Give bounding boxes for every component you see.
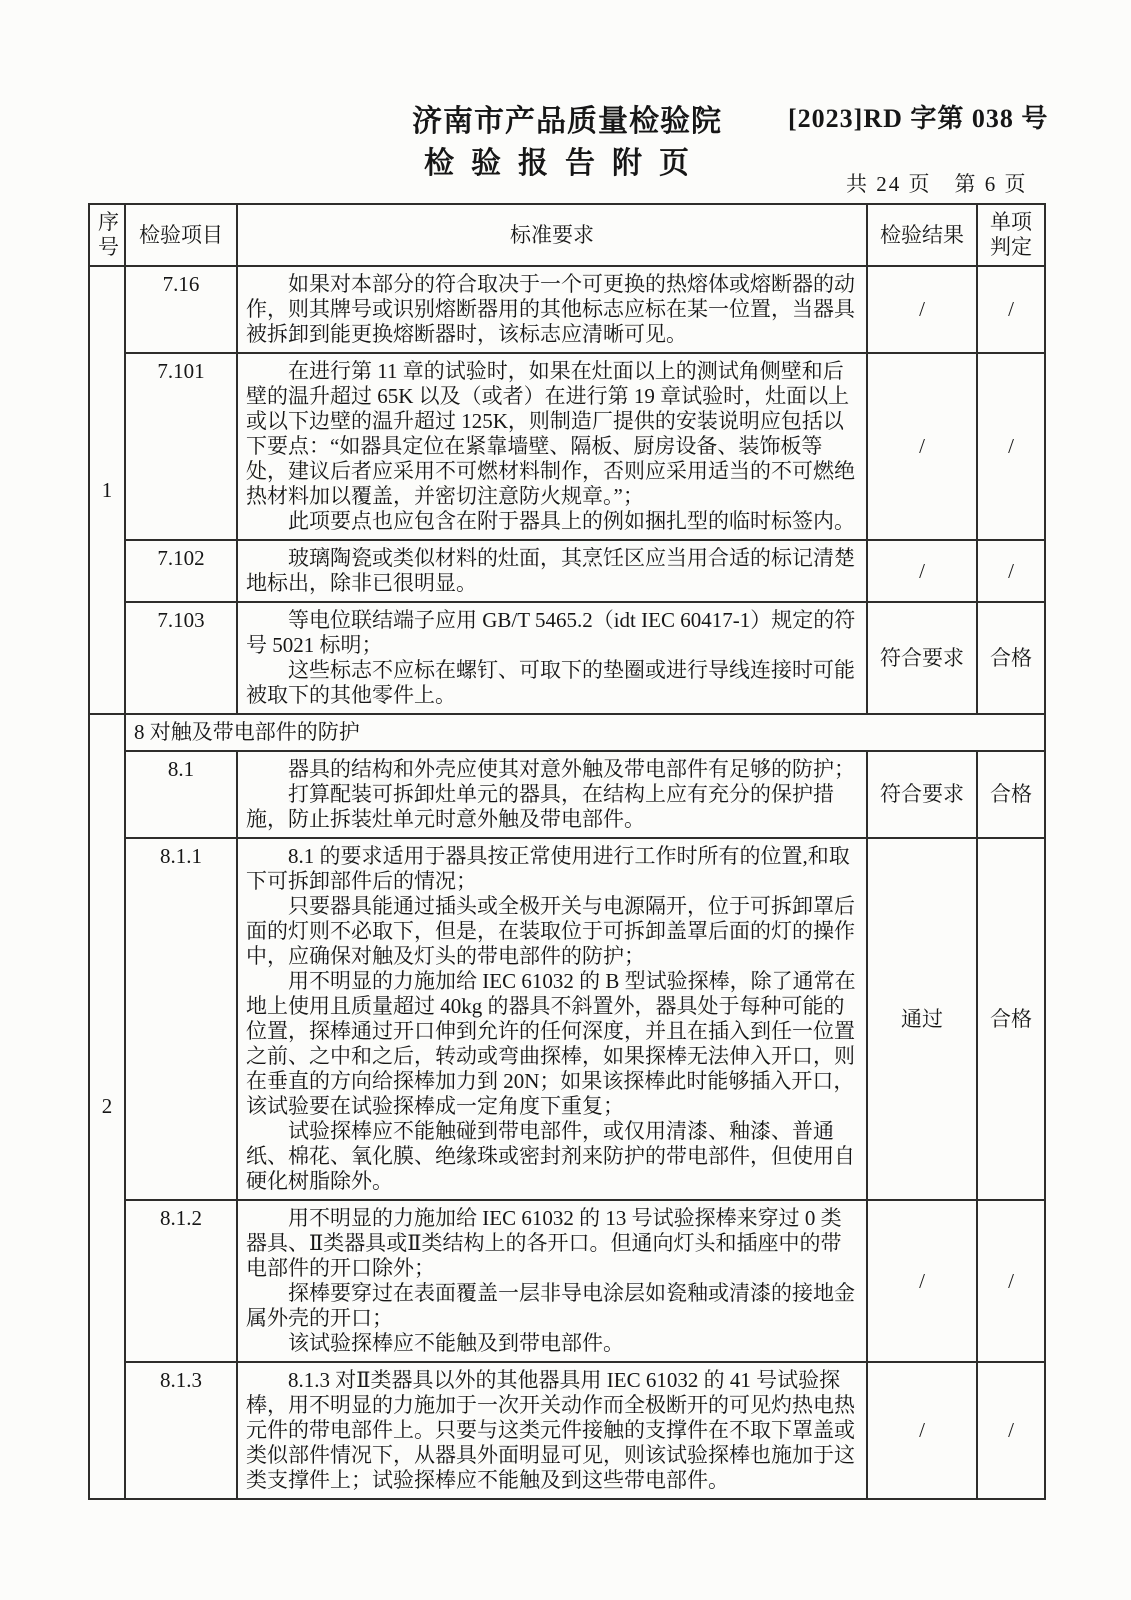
result-cell: /	[867, 540, 977, 602]
item-cell: 8.1.2	[125, 1200, 237, 1362]
table-row	[89, 1200, 1045, 1362]
table-row	[89, 266, 1045, 353]
requirement-paragraph: 在进行第 11 章的试验时，如果在灶面以上的测试角侧壁和后壁的温升超过 65K 以及（或者）在进行第 19 章试验时，灶面以上或以下边壁的温升超过 125K，则制造厂提供的安装说明应包括以下要点：“如器具定位在紧靠墙壁、隔板、厨房设备、装饰板等处，建议后者应采用不可燃材料制作，否则应采用适当的不可燃绝热材料加以覆盖，并密切注意防火规章。”；	[246, 359, 855, 508]
requirement-paragraph: 此项要点也应包含在附于器具上的例如捆扎型的临时标签内。	[288, 509, 855, 533]
requirement-cell	[237, 751, 867, 838]
requirement-cell	[237, 838, 867, 1200]
section-title: 8 对触及带电部件的防护	[125, 714, 1045, 751]
requirement-paragraph: 8.1.3 对Ⅱ类器具以外的其他器具用 IEC 61032 的 41 号试验探棒，用不明显的力施加于一次开关动作而全极断开的可见灼热电热元件的带电部件上。只要与这类元件接触的支撑件在不取下罩盖或类似部件情况下，从器具外面明显可见，则该试验探棒也施加于这类支撑件上；试验探棒应不能触及到这些带电部件。	[246, 1368, 855, 1492]
result-cell: 符合要求	[867, 602, 977, 714]
table-row	[89, 1362, 1045, 1499]
institute-name: 济南市产品质量检验院	[412, 105, 722, 138]
requirement-paragraph: 用不明显的力施加给 IEC 61032 的 13 号试验探棒来穿过 0 类器具、Ⅱ类器具或Ⅱ类结构上的各开口。但通向灯头和插座中的带电部件的开口除外；	[246, 1206, 842, 1280]
item-cell: 8.1	[125, 751, 237, 838]
requirement-paragraph: 只要器具能通过插头或全极开关与电源隔开，位于可拆卸罩后面的灯则不必取下，但是，在装取位于可拆卸盖罩后面的灯的操作中，应确保对触及灯头的带电部件的防护；	[246, 894, 855, 968]
section-header-row	[89, 714, 1045, 751]
item-cell: 7.16	[125, 266, 237, 353]
requirement-cell	[237, 602, 867, 714]
requirement-cell	[237, 1362, 867, 1499]
inspection-table	[88, 203, 1046, 1500]
result-cell: /	[867, 353, 977, 540]
verdict-cell: /	[977, 266, 1045, 353]
table-row	[89, 751, 1045, 838]
requirement-paragraph: 这些标志不应标在螺钉、可取下的垫圈或进行导线连接时可能被取下的其他零件上。	[246, 658, 855, 707]
requirement-paragraph: 8.1 的要求适用于器具按正常使用进行工作时所有的位置,和取下可拆卸部件后的情况；	[246, 844, 850, 893]
seq-cell: 2	[89, 714, 125, 1499]
requirement-paragraph: 等电位联结端子应用 GB/T 5465.2（idt IEC 60417-1）规定的符号 5021 标明；	[246, 608, 856, 657]
item-cell: 7.101	[125, 353, 237, 540]
requirement-paragraph: 如果对本部分的符合取决于一个可更换的热熔体或熔断器的动作，则其牌号或识别熔断器用的其他标志应标在某一位置，当器具被拆卸到能更换熔断器时，该标志应清晰可见。	[246, 272, 855, 346]
item-cell: 7.102	[125, 540, 237, 602]
table-row	[89, 540, 1045, 602]
item-cell: 8.1.3	[125, 1362, 237, 1499]
result-cell: /	[867, 266, 977, 353]
requirement-cell	[237, 540, 867, 602]
column-header-result: 检验结果	[867, 204, 977, 266]
requirement-paragraph: 探棒要穿过在表面覆盖一层非导电涂层如瓷釉或清漆的接地金属外壳的开口；	[246, 1281, 855, 1330]
result-cell: 符合要求	[867, 751, 977, 838]
verdict-cell: 合格	[977, 838, 1045, 1200]
result-cell: /	[867, 1362, 977, 1499]
seq-cell: 1	[89, 266, 125, 714]
result-cell: /	[867, 1200, 977, 1362]
result-cell: 通过	[867, 838, 977, 1200]
pagination: 共 24 页 第 6 页	[846, 172, 1028, 196]
requirement-cell	[237, 353, 867, 540]
requirement-paragraph: 玻璃陶瓷或类似材料的灶面，其烹饪区应当用合适的标记清楚地标出，除非已很明显。	[246, 546, 855, 595]
item-cell: 7.103	[125, 602, 237, 714]
verdict-cell: /	[977, 1362, 1045, 1499]
requirement-cell	[237, 266, 867, 353]
verdict-cell: 合格	[977, 751, 1045, 838]
doc-number: [2023]RD 字第 038 号	[788, 104, 1049, 133]
verdict-cell: /	[977, 353, 1045, 540]
table-header-row	[89, 204, 1045, 266]
verdict-cell: /	[977, 540, 1045, 602]
table-row	[89, 353, 1045, 540]
requirement-paragraph: 用不明显的力施加给 IEC 61032 的 B 型试验探棒，除了通常在地上使用且质量超过 40kg 的器具不斜置外，器具处于每种可能的位置，探棒通过开口伸到允许的任何深度，并且在插入到任一位置之前、之中和之后，转动或弯曲探棒，如果探棒无法伸入开口，则在垂直的方向给探棒加力到 20N；如果该探棒此时能够插入开口，该试验要在试验探棒成一定角度下重复；	[246, 969, 856, 1118]
page-title: 检验报告附页	[424, 147, 706, 180]
column-header-item: 检验项目	[125, 204, 237, 266]
item-cell: 8.1.1	[125, 838, 237, 1200]
requirement-paragraph: 试验探棒应不能触碰到带电部件，或仅用清漆、釉漆、普通纸、棉花、氧化膜、绝缘珠或密封剂来防护的带电部件，但使用自硬化树脂除外。	[246, 1119, 855, 1193]
verdict-cell: /	[977, 1200, 1045, 1362]
requirement-paragraph: 打算配装可拆卸灶单元的器具，在结构上应有充分的保护措施，防止拆装灶单元时意外触及带电部件。	[246, 782, 834, 831]
table-row	[89, 602, 1045, 714]
requirement-paragraph: 该试验探棒应不能触及到带电部件。	[288, 1331, 624, 1355]
column-header-verdict: 单项判定	[977, 204, 1045, 266]
column-header-requirement: 标准要求	[237, 204, 867, 266]
document-header	[0, 0, 1131, 203]
verdict-cell: 合格	[977, 602, 1045, 714]
requirement-cell	[237, 1200, 867, 1362]
column-header-seq: 序号	[89, 204, 125, 266]
requirement-paragraph: 器具的结构和外壳应使其对意外触及带电部件有足够的防护；	[288, 757, 855, 781]
table-row	[89, 838, 1045, 1200]
